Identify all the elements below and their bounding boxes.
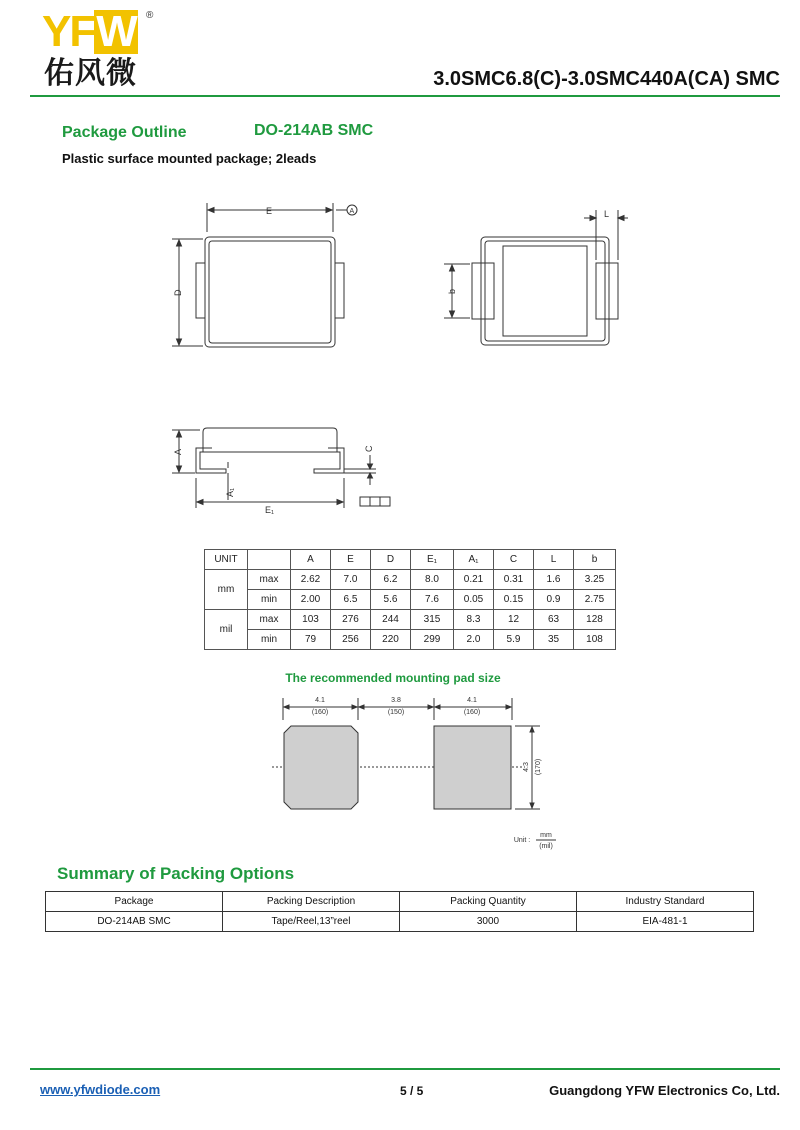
dims-header-cell: UNIT [205, 550, 248, 570]
logo-letters-yf: YF [42, 7, 95, 56]
dims-value-cell: 108 [574, 630, 616, 650]
pad-width1-mil: (160) [311, 709, 329, 716]
unit-mil: (mil) [539, 843, 553, 850]
logo-letter-w: W [96, 7, 136, 56]
website-link[interactable]: www.yfwdiode.com [40, 1082, 161, 1097]
unit-mm: mm [540, 832, 552, 839]
logo-chinese-name: 佑风微 [44, 56, 137, 91]
dims-unit-cell: mil [205, 610, 248, 650]
mounting-pad-left [284, 726, 358, 809]
dims-value-cell: 5.9 [494, 630, 534, 650]
footer-divider [30, 1068, 780, 1070]
dim-label-e: E [266, 206, 273, 216]
dims-value-cell: 2.62 [291, 570, 331, 590]
bottom-view-left-lead [472, 263, 494, 319]
packing-summary-title: Summary of Packing Options [57, 864, 295, 883]
packing-cell: DO-214AB SMC [46, 912, 223, 932]
bottom-view-center-pad [503, 246, 587, 336]
dims-value-cell: 6.5 [331, 590, 371, 610]
page-number: 5 / 5 [400, 1084, 424, 1098]
dims-value-cell: 276 [331, 610, 371, 630]
dims-value-cell: 8.0 [411, 570, 454, 590]
dims-value-cell: 256 [331, 630, 371, 650]
dim-label-a: A [173, 448, 183, 455]
dims-value-cell: 7.6 [411, 590, 454, 610]
top-view-left-lead [196, 263, 205, 318]
pad-height-mm: 4.3 [523, 762, 530, 772]
dim-label-d: D [173, 289, 183, 296]
dims-value-cell: 128 [574, 610, 616, 630]
dims-value-cell: 79 [291, 630, 331, 650]
dims-kind-cell: max [248, 570, 291, 590]
packing-cell: Tape/Reel,13”reel [223, 912, 400, 932]
dims-value-cell: 0.05 [454, 590, 494, 610]
dims-value-cell: 299 [411, 630, 454, 650]
package-name: DO-214AB SMC [254, 122, 374, 139]
dims-header-cell: b [574, 550, 616, 570]
packing-header-cell: Packing Description [223, 892, 400, 912]
package-outline-heading: Package Outline [62, 124, 187, 141]
dims-header-cell: A₁ [454, 550, 494, 570]
dims-header-row [205, 550, 616, 570]
dimensions-table [204, 549, 616, 650]
dims-value-cell: 3.25 [574, 570, 616, 590]
dims-header-cell: E₁ [411, 550, 454, 570]
dims-value-cell: 0.15 [494, 590, 534, 610]
packing-header-cell: Packing Quantity [400, 892, 577, 912]
package-description: Plastic surface mounted package; 2leads [62, 151, 317, 166]
dims-value-cell: 244 [371, 610, 411, 630]
dims-row [205, 570, 616, 590]
packing-cell: EIA-481-1 [577, 912, 754, 932]
dim-label-a1: A₁ [225, 487, 235, 497]
unit-label: Unit : [513, 837, 531, 844]
dim-label-b: b [447, 288, 457, 294]
dims-value-cell: 220 [371, 630, 411, 650]
dims-value-cell: 6.2 [371, 570, 411, 590]
dims-value-cell: 63 [534, 610, 574, 630]
dims-value-cell: 1.6 [534, 570, 574, 590]
dims-value-cell: 2.0 [454, 630, 494, 650]
dim-label-c: C [364, 445, 374, 452]
pad-width2-mil: (160) [463, 709, 481, 716]
dims-kind-cell: min [248, 590, 291, 610]
packing-options-table [45, 891, 754, 932]
bottom-view-body [481, 237, 609, 345]
dims-value-cell: 0.9 [534, 590, 574, 610]
packing-cell: 3000 [400, 912, 577, 932]
dims-header-cell: E [331, 550, 371, 570]
dims-row [205, 630, 616, 650]
pad-width1-mm: 4.1 [315, 697, 325, 704]
top-view-body [205, 237, 335, 347]
dims-kind-cell: max [248, 610, 291, 630]
company-name: Guangdong YFW Electronics Co, Ltd. [549, 1083, 780, 1098]
dims-value-cell: 315 [411, 610, 454, 630]
registered-mark: ® [146, 10, 154, 21]
mounting-pad-title: The recommended mounting pad size [285, 671, 501, 685]
dim-label-l: L [604, 209, 610, 219]
packing-header-cell: Package [46, 892, 223, 912]
dims-value-cell: 0.21 [454, 570, 494, 590]
dims-value-cell: 7.0 [331, 570, 371, 590]
packing-row [46, 912, 754, 932]
dims-value-cell: 12 [494, 610, 534, 630]
dims-row [205, 590, 616, 610]
dims-unit-cell: mm [205, 570, 248, 610]
dims-header-cell: C [494, 550, 534, 570]
dims-value-cell: 0.31 [494, 570, 534, 590]
dims-value-cell: 2.75 [574, 590, 616, 610]
dims-header-cell [248, 550, 291, 570]
dims-value-cell: 103 [291, 610, 331, 630]
dims-value-cell: 8.3 [454, 610, 494, 630]
top-view-body-inner [209, 241, 331, 343]
top-view-right-lead [335, 263, 344, 318]
dims-value-cell: 35 [534, 630, 574, 650]
pad-gap-mil: (150) [387, 709, 405, 716]
mounting-pad-drawing [0, 690, 800, 855]
dims-header-cell: L [534, 550, 574, 570]
side-view-body [203, 428, 337, 452]
dims-row [205, 610, 616, 630]
dims-header-cell: A [291, 550, 331, 570]
datum-label: A [349, 208, 355, 215]
package-outline-drawing [0, 0, 800, 520]
dims-header-cell: D [371, 550, 411, 570]
bottom-view-right-lead [596, 263, 618, 319]
pad-gap-mm: 3.8 [391, 697, 401, 704]
packing-header-row [46, 892, 754, 912]
dims-kind-cell: min [248, 630, 291, 650]
packing-header-cell: Industry Standard [577, 892, 754, 912]
pad-width2-mm: 4.1 [467, 697, 477, 704]
dims-value-cell: 5.6 [371, 590, 411, 610]
mounting-pad-right [434, 726, 511, 809]
dims-value-cell: 2.00 [291, 590, 331, 610]
dim-label-e1: E₁ [265, 505, 275, 515]
document-title: 3.0SMC6.8(C)-3.0SMC440A(CA) SMC [433, 68, 780, 90]
pad-height-mil: (170) [535, 758, 542, 776]
